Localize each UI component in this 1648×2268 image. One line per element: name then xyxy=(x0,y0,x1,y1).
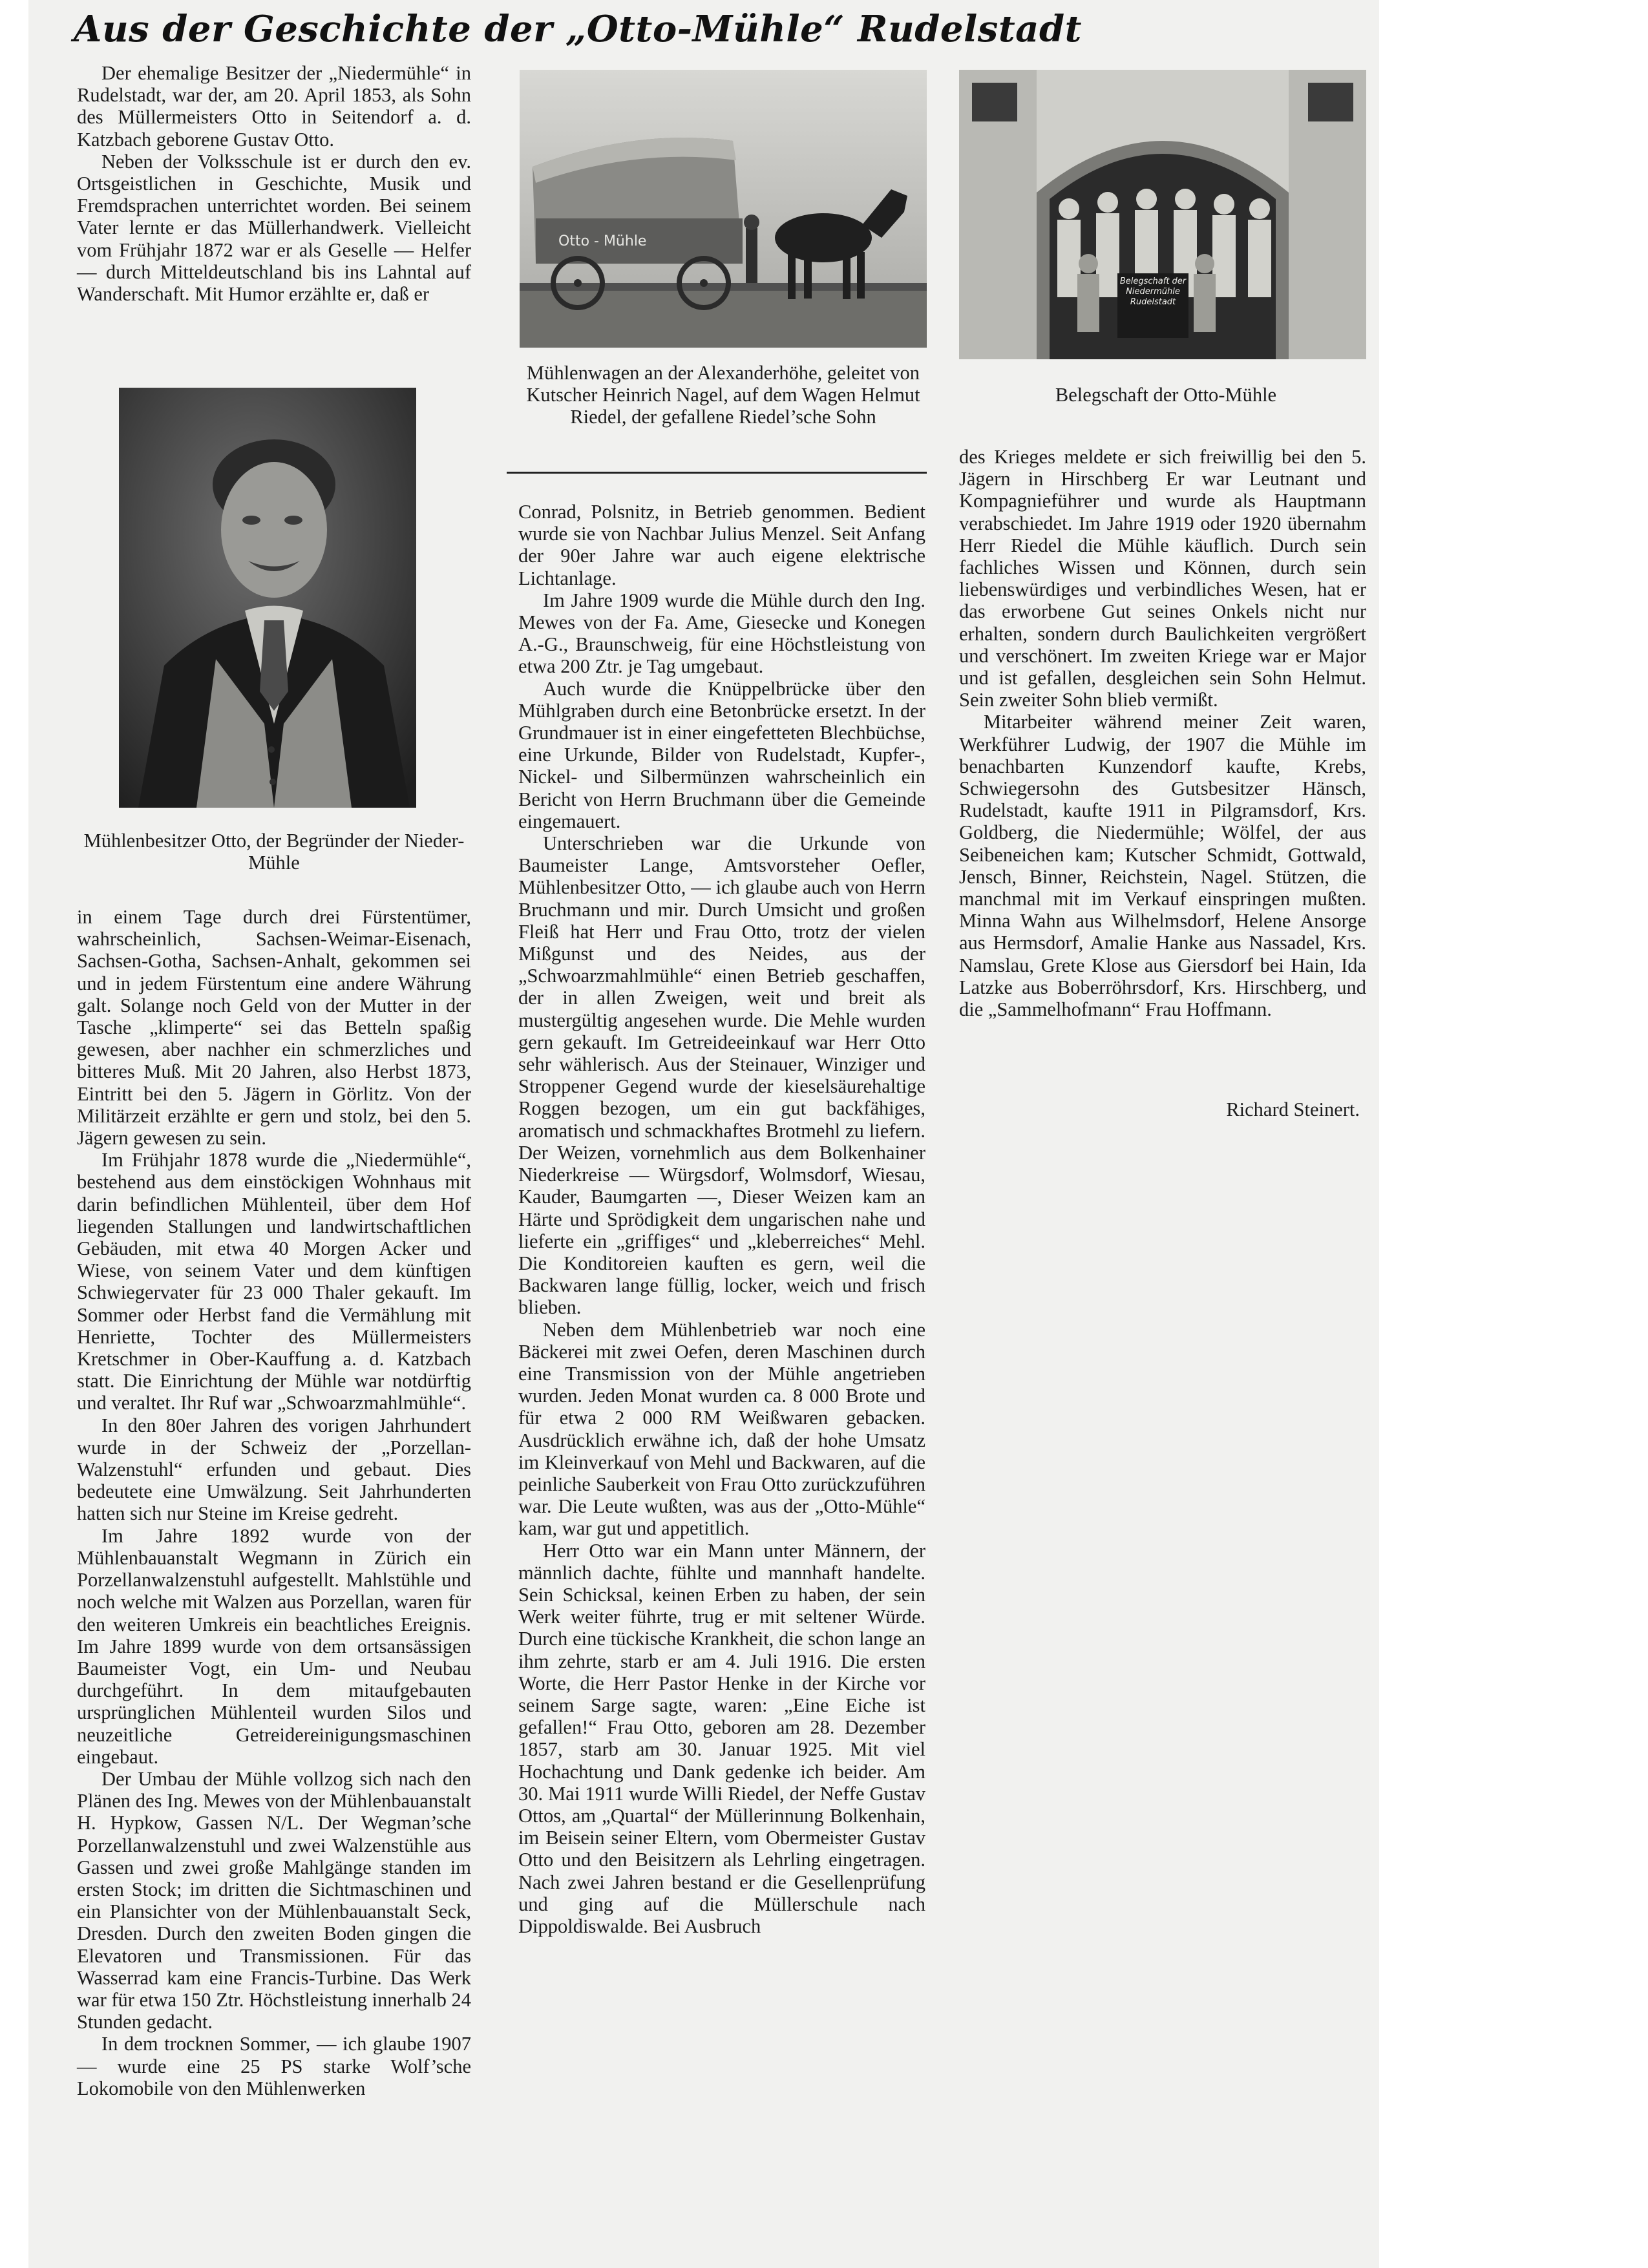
paragraph: Unterschrieben war die Urkunde von Baumeister Lange, Amtsvorsteher Oefler, Mühlenbesitzer Otto, — ich glaube auch von Herrn Bruchmann und mir. Durch Umsicht und großen Fleiß hat Herr und Frau Otto, trotz der vielen Mißgunst und des Neides, aus der „Schwoarzmahlmühle“ einen Betrieb geschaffen, der in allen Zweigen, weit und breit als mustergültig angesehen wurde. Die Mehle wurden gern gekauft. Im Getreideeinkauf war Herr Otto sehr wählerisch. Aus der Steinauer, Winziger und Stroppener Gegend wurde der kieselsäurehaltige Roggen bezogen, um ein gut backfähiges, aromatisch und schmackhaftes Brotmehl zu liefern. Der Weizen, vornehmlich aus dem Bolkenhainer Niederkreise — Würgsdorf, Wolmsdorf, Wiesau, Kauder, Baumgarten —, Dieser Weizen kam an Härte und Sprödigkeit dem ungarischen nahe und lieferte ein „griffiges“ und „kleberreiches“ Mehl. Die Konditoreien kauften es gern, weil die Backwaren lange füllig, locker, weich und frisch blieben. xyxy=(518,832,925,1319)
portrait-photo xyxy=(119,388,416,808)
article-sheet xyxy=(28,0,1379,2268)
column-3-text xyxy=(959,446,1366,1020)
paragraph: Neben der Volksschule ist er durch den ev. Ortsgeistlichen in Geschichte, Musik und Fremdsprachen unterrichtet worden. Bei seinem Vater lernte er das Müllerhandwerk. Vielleicht vom Frühjahr 1872 war er als Geselle — Helfer — durch Mitteldeutschland bis ins Lahntal auf Wanderschaft. Mit Humor erzählte er, daß er xyxy=(77,150,471,306)
staff-group-photo xyxy=(959,70,1366,359)
mill-wagon-photo xyxy=(520,70,927,348)
paragraph: In dem trocknen Sommer, — ich glaube 1907 — wurde eine 25 PS starke Wolf’sche Lokomobile von den Mühlenwerken xyxy=(77,2033,471,2099)
paragraph: Der Umbau der Mühle vollzog sich nach den Plänen des Ing. Mewes von der Mühlenbauanstalt H. Hypkow, Gassen N/L. Der Wegman’sche Porzellanwalzenstuhl und zwei Walzenstühle aus Gassen und zwei große Mahlgänge standen im ersten Stock; im dritten die Sichtmaschinen und ein Plansichter von der Mühlenbauanstalt Seck, Dresden. Durch den zweiten Boden gingen die Elevatoren und Transmissionen. Für das Wasserrad kam eine Francis-Turbine. Das Werk war für etwa 150 Ztr. Höchstleistung innerhalb 24 Stunden gedacht. xyxy=(77,1767,471,2033)
column-divider xyxy=(507,472,927,474)
paragraph: Neben dem Mühlenbetrieb war noch eine Bäckerei mit zwei Oefen, deren Maschinen durch eine Transmission von der Mühle angetrieben wurden. Jeden Monat wurden ca. 8 000 Brote und für etwa 2 000 RM Weißwaren gebacken. Ausdrücklich erwähne ich, daß der hohe Umsatz im Kleinverkauf von Mehl und Backwaren, auf die peinliche Sauberkeit von Frau Otto zurückzuführen war. Die Leute wußten, was aus der „Otto-Mühle“ kam, war gut und appetitlich. xyxy=(518,1318,925,1540)
paragraph: In den 80er Jahren des vorigen Jahrhundert wurde in der Schweiz der „Porzellan-Walzenstuhl“ erfunden und gebaut. Dies bedeutete eine Umwälzung. Seit Jahrhunderten hatten sich nur Steine im Kreise gedreht. xyxy=(77,1414,471,1525)
paragraph: Im Jahre 1909 wurde die Mühle durch den Ing. Mewes von der Fa. Ame, Giesecke und Konegen A.-G., Braunschweig, für eine Höchstleistung von etwa 200 Ztr. je Tag umgebaut. xyxy=(518,589,925,678)
paragraph: Im Jahre 1892 wurde von der Mühlenbauanstalt Wegmann in Zürich ein Porzellanwalzenstuhl aufgestellt. Mahlstühle und noch welche mit Walzen aus Porzellan, waren für den weiteren Umkreis ein beachtliches Ereignis. Im Jahre 1899 wurde von dem ortsansässigen Baumeister Vogt, ein Um- und Neubau durchgeführt. In dem mitaufgebauten ursprünglichen Mühlenteil wurden Silos und neuzeitliche Getreidereinigungsmaschinen eingebaut. xyxy=(77,1524,471,1768)
paragraph: des Krieges meldete er sich freiwillig bei den 5. Jägern in Hirschberg Er war Leutnant und Kompagnieführer und wurde als Hauptmann verabschiedet. Im Jahre 1919 oder 1920 übernahm Herr Riedel die Mühle käuflich. Durch sein fachliches Wissen und Können, durch sein liebenswürdiges und verbindliches Wesen, hat er das erworbene Gut seines Onkels nicht nur erhalten, sondern durch Baulichkeiten vergrößert und verschönert. Im zweiten Kriege war er Major und ist gefallen, desgleichen sein Sohn Helmut. Sein zweiter Sohn blieb vermißt. xyxy=(959,446,1366,711)
paragraph: Der ehemalige Besitzer der „Niedermühle“ in Rudelstadt, war der, am 20. April 1853, als Sohn des Müllermeisters Otto in Seitendorf a. d. Katzbach geborene Gustav Otto. xyxy=(77,62,471,151)
wagon-lettering: Otto - Mühle xyxy=(558,233,647,249)
paragraph: Mitarbeiter während meiner Zeit waren, Werkführer Ludwig, der 1907 die Mühle im benachbarten Kunzendorf kaufte, Krebs, Schwiegersohn des Gutsbesitzer Hänsch, Rudelstadt, kaufte 1911 in Pilgramsdorf, Krs. Goldberg, die Niedermühle; Wölfel, der aus Seibeneichen kam; Kutscher Schmidt, Gottwald, Jensch, Binner, Reichstein, Nagel. Stützen, die manchmal mit im Verkauf einspringen mußten. Minna Wahn aus Wilhelmsdorf, Helene Ansorge aus Hermsdorf, Amalie Hanke aus Nassadel, Krs. Namslau, Grete Klose aus Giersdorf bei Hain, Ida Latzke aus Boberröhrsdorf, Krs. Hirschberg, und die „Sammelhofmann“ Frau Hoffmann. xyxy=(959,711,1366,1021)
staff-sign-text: Belegschaft der Niedermühle Rudelstadt xyxy=(1119,277,1187,307)
column-1-text xyxy=(77,906,471,2099)
column-1-intro xyxy=(77,62,471,305)
portrait-caption: Mühlenbesitzer Otto, der Begründer der Nieder-Mühle xyxy=(83,830,465,874)
author-signature: Richard Steinert. xyxy=(1226,1098,1360,1120)
staff-caption: Belegschaft der Otto-Mühle xyxy=(1055,384,1277,406)
paragraph: in einem Tage durch drei Fürstentümer, wahrscheinlich, Sachsen-Weimar-Eisenach, Sachsen-Gotha, Sachsen-Anhalt, gekommen sei und in jedem Fürstentum eine andere Währung galt. Solange noch Geld von der Mutter in der Tasche „klimperte“ sei das Betteln spaßig gewesen, aber nachher ein schmerzliches und bitteres Muß. Mit 20 Jahren, also Herbst 1873, Eintritt bei den 5. Jägern in Görlitz. Von der Militärzeit erzählte er gern und stolz, bei den 5. Jägern gewesen zu sein. xyxy=(77,906,471,1150)
headline: Aus der Geschichte der „Otto-Mühle“ Rudelstadt xyxy=(74,8,1082,50)
paragraph: Herr Otto war ein Mann unter Männern, der männlich dachte, fühlte und mannhaft handelte. Sein Schicksal, keinen Erben zu haben, der sein Werk weiter führte, trug er mit seltener Würde. Durch eine tückische Krankheit, die schon lange an ihm zehrte, starb er am 4. Juli 1916. Die ersten Worte, die Herr Pastor Henke in der Kirche vor seinem Sarge sagte, waren: „Eine Eiche ist gefallen!“ Frau Otto, geboren am 28. Dezember 1857, starb am 30. Januar 1925. Mit viel Hochachtung und Dank gedenke ich beider. Am 30. Mai 1911 wurde Willi Riedel, der Neffe Gustav Ottos, am „Quartal“ der Müllerinnung Bolkenhain, im Beisein seiner Eltern, vom Obermeister Gustav Otto und den Beisitzern als Lehrling eingetragen. Nach zwei Jahren bestand er die Gesellenprüfung und ging auf die Müllerschule nach Dippoldiswalde. Bei Ausbruch xyxy=(518,1539,925,1937)
paragraph: Conrad, Polsnitz, in Betrieb genommen. Bedient wurde sie von Nachbar Julius Menzel. Seit Anfang der 90er Jahre war auch eigene elektrische Lichtanlage. xyxy=(518,501,925,589)
paragraph: Im Frühjahr 1878 wurde die „Niedermühle“, bestehend aus dem einstöckigen Wohnhaus mit darin befindlichen Mühlenteil, über dem Hof liegenden Stallungen und landwirtschaftlichen Gebäuden, mit etwa 40 Morgen Acker und Wiese, von seinem Vater und dem künftigen Schwiegervater für 23 000 Thaler gekauft. Im Sommer oder Herbst fand die Vermählung mit Henriette, Tochter des Müllermeisters Kretschmer in Ober-Kauffung a. d. Katzbach statt. Die Einrichtung der Mühle war notdürftig und veraltet. Ihr Ruf war „Schwoarzmahlmühle“. xyxy=(77,1149,471,1414)
wagon-caption: Mühlenwagen an der Alexanderhöhe, geleitet von Kutscher Heinrich Nagel, auf dem Wagen Helmut Riedel, der gefallene Riedel’sche Sohn xyxy=(526,362,920,428)
column-2-text xyxy=(518,501,925,1937)
paragraph: Auch wurde die Knüppelbrücke über den Mühlgraben durch eine Betonbrücke ersetzt. In der Grundmauer ist in einer eingefetteten Blechbüchse, eine Urkunde, Bilder von Rudelstadt, Kupfer-, Nickel- und Silbermünzen wahrscheinlich ein Bericht von Herrn Bruchmann über die Gemeinde eingemauert. xyxy=(518,677,925,832)
